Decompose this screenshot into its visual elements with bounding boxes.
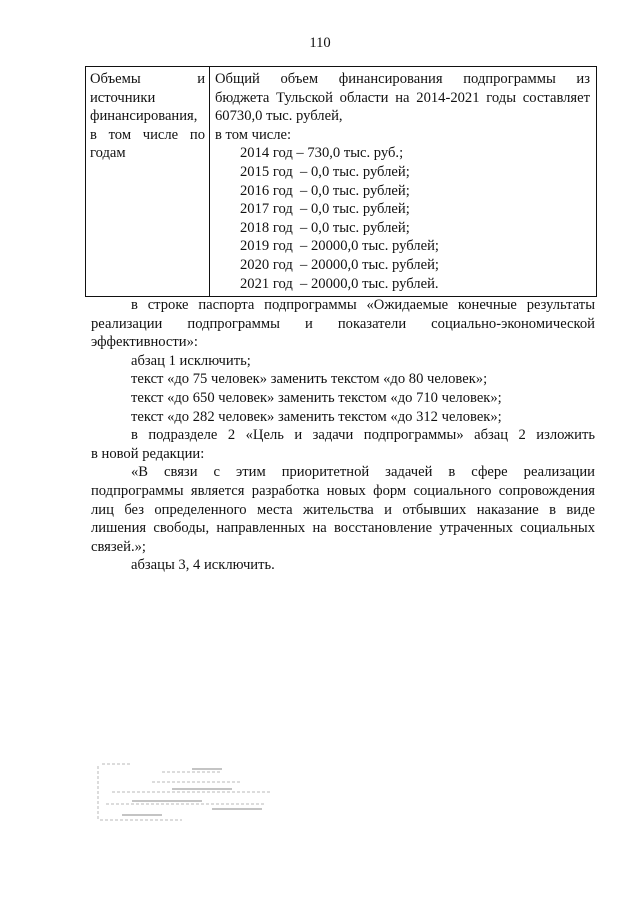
year-funding-row: 2020 год – 20000,0 тыс. рублей;	[240, 256, 439, 273]
body-text	[91, 296, 595, 575]
paragraph-line: в строке паспорта подпрограммы «Ожидаемые конечные результаты	[131, 297, 595, 313]
paragraph-line: лиц без определенного места жительства и отбывших наказание в виде	[91, 501, 595, 518]
year-funding-row: 2018 год – 0,0 тыс. рублей;	[240, 219, 410, 236]
value-intro-line: Общий объем финансирования подпрограммы из	[215, 71, 590, 87]
value-intro-line: в том числе:	[215, 126, 292, 143]
paragraph: абзацы 3, 4 исключить.	[131, 557, 275, 574]
paragraph: текст «до 282 человек» заменить текстом «до 312 человек»;	[131, 408, 502, 425]
label-line: Объемы и	[90, 71, 205, 87]
label-line: годам	[90, 145, 126, 162]
paragraph-line: связей.»;	[91, 538, 146, 555]
paragraph-line: «В связи с этим приоритетной задачей в сфере реализации	[131, 464, 595, 481]
value-intro-line: бюджета Тульской области на 2014-2021 годы составляет	[215, 89, 590, 106]
value-intro-line: 60730,0 тыс. рублей,	[215, 108, 343, 125]
paragraph-line: в подразделе 2 «Цель и задачи подпрограммы» абзац 2 изложить	[131, 427, 595, 444]
year-funding-row: 2015 год – 0,0 тыс. рублей;	[240, 163, 410, 180]
table-label-cell	[86, 67, 210, 296]
year-funding-row: 2016 год – 0,0 тыс. рублей;	[240, 182, 410, 199]
passport-table	[85, 66, 597, 297]
label-line: источники	[90, 89, 156, 106]
paragraph-line: реализации подпрограммы и показатели социально-экономической	[91, 315, 595, 332]
paragraph-line: подпрограммы является разработка новых форм социального сопровождения	[91, 482, 595, 499]
year-funding-row: 2014 год – 730,0 тыс. руб.;	[240, 145, 404, 162]
paragraph: абзац 1 исключить;	[131, 352, 251, 369]
paragraph: текст «до 650 человек» заменить текстом «до 710 человек»;	[131, 389, 502, 406]
paragraph-line: лишения свободы, направленных на восстановление утраченных социальных	[91, 520, 595, 537]
paragraph-line: в новой редакции:	[91, 445, 205, 462]
page-number: 110	[309, 35, 331, 51]
faded-stamp	[92, 758, 284, 826]
year-funding-row: 2019 год – 20000,0 тыс. рублей;	[240, 238, 439, 255]
table-value-cell	[210, 67, 596, 296]
label-line: в том числе по	[90, 126, 205, 143]
paragraph: текст «до 75 человек» заменить текстом «до 80 человек»;	[131, 371, 488, 388]
year-funding-row: 2017 год – 0,0 тыс. рублей;	[240, 201, 410, 218]
label-line: финансирования,	[90, 108, 198, 125]
paragraph-line: эффективности»:	[91, 334, 198, 351]
year-funding-row: 2021 год – 20000,0 тыс. рублей.	[240, 275, 439, 292]
